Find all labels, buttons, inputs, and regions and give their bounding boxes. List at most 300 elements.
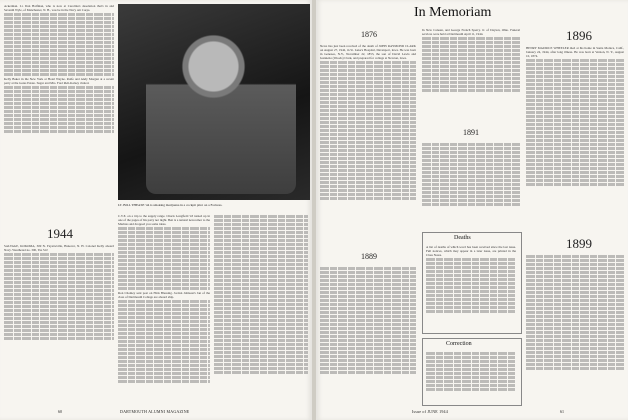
text-line (4, 261, 114, 264)
text-line (426, 352, 516, 355)
text-line (320, 109, 416, 112)
text-line (118, 271, 210, 274)
right-column-3-top (526, 46, 624, 234)
text-line (526, 287, 624, 290)
text-line (526, 91, 624, 94)
text-line (320, 81, 416, 84)
text-line (214, 367, 308, 370)
text-line (526, 255, 624, 258)
text-line (214, 319, 308, 322)
text-line (526, 59, 624, 62)
text-line (320, 121, 416, 124)
text-line (214, 263, 308, 266)
text-line (320, 351, 416, 354)
text-line (214, 327, 308, 330)
text-line (526, 95, 624, 98)
right-column-3-bottom (526, 254, 624, 404)
text-line (320, 169, 416, 172)
text-line (526, 63, 624, 66)
text-line (4, 273, 114, 276)
text-line (526, 363, 624, 366)
text-line (320, 331, 416, 334)
text-line (4, 29, 114, 32)
text-line (320, 271, 416, 274)
text-line (422, 73, 520, 76)
text-line (422, 155, 520, 158)
text-line (118, 324, 210, 327)
text-line (214, 355, 308, 358)
text-line (118, 344, 210, 347)
text-line (4, 122, 114, 125)
text-line (426, 294, 516, 297)
text-line (4, 329, 114, 332)
text-line (320, 335, 416, 338)
text-line (426, 270, 516, 273)
text-line (426, 376, 516, 379)
text-line (118, 356, 210, 359)
text-line (526, 315, 624, 318)
text-line (214, 315, 308, 318)
text-line (4, 65, 114, 68)
text-line (320, 65, 416, 68)
text-line (4, 333, 114, 336)
text-line (426, 360, 516, 363)
text-line (118, 368, 210, 371)
text-line (422, 49, 520, 52)
text-line (4, 90, 114, 93)
text-line (320, 323, 416, 326)
text-line (214, 243, 308, 246)
text-line (118, 251, 210, 254)
text-line (320, 61, 416, 64)
text-line (118, 235, 210, 238)
text-line (526, 259, 624, 262)
text-line (320, 327, 416, 330)
year-heading: 1944 (47, 226, 73, 241)
text-line (422, 175, 520, 178)
text-line (320, 275, 416, 278)
text-line (526, 71, 624, 74)
text-line (4, 45, 114, 48)
text-line (4, 265, 114, 268)
text-line (320, 371, 416, 374)
text-line (214, 219, 308, 222)
text-line (118, 287, 210, 290)
text-line (214, 247, 308, 250)
text-line (320, 97, 416, 100)
text-line (320, 307, 416, 310)
text-line (4, 49, 114, 52)
text-line (526, 103, 624, 106)
text-line (214, 275, 308, 278)
text-line (214, 311, 308, 314)
year-heading: 1899 (566, 236, 592, 251)
text-line (118, 364, 210, 367)
text-line (526, 339, 624, 342)
text-line (422, 77, 520, 80)
text-line (422, 53, 520, 56)
text-line (422, 151, 520, 154)
text-line (526, 355, 624, 358)
magazine-footer: Issue of JUNE 1944 (412, 409, 448, 414)
text-line (214, 239, 308, 242)
text-line (526, 87, 624, 90)
text-line (4, 57, 114, 60)
text-line (214, 287, 308, 290)
text-line (526, 139, 624, 142)
text-line (526, 159, 624, 162)
text-line (118, 255, 210, 258)
text-line (320, 267, 416, 270)
text-line (320, 339, 416, 342)
text-line (4, 297, 114, 300)
text-line (526, 151, 624, 154)
text-line (118, 380, 210, 383)
text-line (214, 371, 308, 374)
text-line (118, 239, 210, 242)
text-line (214, 235, 308, 238)
right-column-2-mid (422, 142, 520, 226)
deaths-list (426, 245, 516, 329)
text-line (526, 351, 624, 354)
text-line (526, 75, 624, 78)
text-line (118, 372, 210, 375)
text-line (118, 328, 210, 331)
text-line (320, 189, 416, 192)
text-line (4, 73, 114, 76)
text-line (118, 316, 210, 319)
text-line (426, 290, 516, 293)
text-line (4, 321, 114, 324)
text-line (4, 257, 114, 260)
text-line (526, 175, 624, 178)
text-line (320, 93, 416, 96)
text-line (320, 303, 416, 306)
text-line (422, 171, 520, 174)
text-line (4, 41, 114, 44)
text-line (320, 89, 416, 92)
text-line (526, 163, 624, 166)
text-line (422, 143, 520, 146)
text-line (526, 263, 624, 266)
text-line (118, 340, 210, 343)
text-line (320, 181, 416, 184)
text-line (4, 309, 114, 312)
text-line (426, 258, 516, 261)
text-line (426, 388, 516, 391)
text-line (320, 363, 416, 366)
text-line (214, 347, 308, 350)
column-text: News has just been received of the death of JOHN RAYMOND CLARK on August 27, 1942, in St. Luke's Hospital, Davenport, Iowa. He was born in Geneseo, N.Y., November 22, 1853, the son of David Lewis and Jeannette (Woods) Clark, and prepared for college at Newton, Iowa. (320, 44, 416, 61)
column-text: HENRY MAURICE WHEELER died at his home in Santa Monica, Calif., January 24, 1944, after long illness. He was born at Vernon, N. Y., August 10, 1874. (526, 46, 624, 59)
right-column-2-top (422, 28, 520, 126)
text-line (422, 183, 520, 186)
deaths-intro: A list of deaths of which word has been received since the last issue. Full notices, which may appear in a later issue, are printed in the Class Notes. (426, 245, 516, 258)
in-memoriam-heading: In Memoriam (414, 5, 492, 20)
text-line (4, 277, 114, 280)
text-line (526, 347, 624, 350)
text-line (422, 65, 520, 68)
text-line (426, 282, 516, 285)
text-line (320, 197, 416, 200)
text-line (320, 101, 416, 104)
text-line (4, 325, 114, 328)
column-text: SALVAGE, KOKOMA, 309 N. Fayetteville, Hanover, N. H. Colonel Kelly aboard Navy. Weathered no. 300, Yes Sir! (4, 244, 114, 253)
text-line (320, 291, 416, 294)
text-line (526, 327, 624, 330)
text-line (526, 123, 624, 126)
text-line (320, 367, 416, 370)
text-line (214, 271, 308, 274)
text-line (422, 203, 520, 206)
text-line (4, 33, 114, 36)
text-line (526, 135, 624, 138)
text-line (526, 319, 624, 322)
text-line (118, 308, 210, 311)
text-line (526, 271, 624, 274)
text-line (422, 37, 520, 40)
text-line (4, 293, 114, 296)
right-column-1-bottom (320, 266, 416, 404)
text-line (214, 303, 308, 306)
text-line (526, 307, 624, 310)
magazine-footer: DARTMOUTH ALUMNI MAGAZINE (120, 409, 190, 414)
text-line (422, 191, 520, 194)
text-line (526, 311, 624, 314)
text-line (118, 304, 210, 307)
text-line (320, 173, 416, 176)
text-line (426, 302, 516, 305)
column-text: Kelly Baker in the New York at Hotel Wayne. Rolfe and Andy Morgan at a recent party at the Gates Estate. Sugar and Mrs. Fred Ideb-Kelsey visited. (4, 77, 114, 86)
text-line (320, 157, 416, 160)
text-line (214, 295, 308, 298)
text-line (526, 299, 624, 302)
text-line (526, 183, 624, 186)
text-line (526, 155, 624, 158)
text-line (422, 85, 520, 88)
text-line (422, 199, 520, 202)
text-line (526, 147, 624, 150)
text-line (118, 332, 210, 335)
text-line (526, 267, 624, 270)
text-line (426, 286, 516, 289)
text-line (320, 161, 416, 164)
text-line (422, 89, 520, 92)
text-line (214, 307, 308, 310)
text-line (118, 263, 210, 266)
text-line (320, 73, 416, 76)
text-line (4, 317, 114, 320)
correction-text (426, 351, 516, 401)
text-line (214, 359, 308, 362)
text-line (426, 306, 516, 309)
left-column-3 (214, 214, 308, 404)
text-line (526, 127, 624, 130)
text-line (214, 255, 308, 258)
text-line (426, 380, 516, 383)
text-line (118, 267, 210, 270)
text-line (4, 106, 114, 109)
text-line (526, 359, 624, 362)
text-line (526, 171, 624, 174)
text-line (426, 372, 516, 375)
text-line (422, 45, 520, 48)
text-line (214, 291, 308, 294)
soldier-photo (118, 4, 310, 200)
text-line (320, 117, 416, 120)
text-line (422, 195, 520, 198)
text-line (320, 319, 416, 322)
text-line (526, 79, 624, 82)
page-number: 61 (560, 409, 564, 414)
text-line (4, 13, 114, 16)
text-line (422, 167, 520, 170)
text-line (320, 359, 416, 362)
text-line (320, 105, 416, 108)
text-line (320, 311, 416, 314)
text-line (426, 356, 516, 359)
text-line (526, 107, 624, 110)
text-line (4, 114, 114, 117)
text-line (526, 83, 624, 86)
text-line (422, 147, 520, 150)
deaths-heading: Deaths (454, 235, 471, 241)
text-line (526, 111, 624, 114)
text-line (320, 141, 416, 144)
text-line (426, 262, 516, 265)
text-line (320, 137, 416, 140)
text-line (118, 243, 210, 246)
text-line (4, 86, 114, 89)
text-line (526, 279, 624, 282)
text-line (526, 295, 624, 298)
text-line (426, 298, 516, 301)
text-line (214, 363, 308, 366)
text-line (4, 337, 114, 340)
text-line (422, 81, 520, 84)
text-line (214, 267, 308, 270)
text-line (422, 57, 520, 60)
text-line (4, 313, 114, 316)
text-line (320, 279, 416, 282)
text-line (214, 331, 308, 334)
text-line (4, 285, 114, 288)
text-line (320, 295, 416, 298)
text-line (426, 364, 516, 367)
text-line (320, 283, 416, 286)
text-line (118, 376, 210, 379)
left-column-1-bottom (4, 244, 114, 404)
text-line (118, 360, 210, 363)
text-line (214, 227, 308, 230)
text-line (4, 126, 114, 129)
text-line (214, 251, 308, 254)
text-line (118, 279, 210, 282)
text-line (422, 69, 520, 72)
text-line (118, 283, 210, 286)
text-line (320, 299, 416, 302)
text-line (118, 312, 210, 315)
text-line (422, 179, 520, 182)
text-line (4, 281, 114, 284)
text-line (320, 343, 416, 346)
text-line (118, 348, 210, 351)
text-line (214, 283, 308, 286)
text-line (214, 323, 308, 326)
text-line (4, 305, 114, 308)
text-line (320, 287, 416, 290)
text-line (422, 187, 520, 190)
column-text: Ron Chomey sent post on Hick Blessing. Jordan Johnson's Jan of the class of Dartmouth College are aboard ship. (118, 291, 210, 300)
text-line (320, 145, 416, 148)
text-line (320, 69, 416, 72)
text-line (214, 223, 308, 226)
text-line (118, 336, 210, 339)
text-line (426, 266, 516, 269)
text-line (526, 323, 624, 326)
text-line (526, 303, 624, 306)
text-line (426, 274, 516, 277)
text-line (4, 21, 114, 24)
text-line (214, 299, 308, 302)
text-line (214, 259, 308, 262)
text-line (4, 110, 114, 113)
text-line (426, 310, 516, 313)
photo-caption: LT. BILL THEASE '44 is smoking marijuana in a cockpit pilot on a Fortress. (118, 203, 223, 207)
text-line (422, 41, 520, 44)
text-line (526, 167, 624, 170)
text-line (118, 227, 210, 230)
text-line (320, 129, 416, 132)
text-line (118, 300, 210, 303)
text-line (4, 25, 114, 28)
text-line (4, 53, 114, 56)
text-line (214, 231, 308, 234)
text-line (118, 320, 210, 323)
text-line (4, 98, 114, 101)
text-line (526, 275, 624, 278)
text-line (526, 119, 624, 122)
text-line (4, 301, 114, 304)
photo-figure (146, 24, 296, 194)
text-line (526, 99, 624, 102)
text-line (320, 113, 416, 116)
text-line (526, 283, 624, 286)
page-number: 60 (58, 409, 62, 414)
text-line (214, 335, 308, 338)
text-line (320, 355, 416, 358)
text-line (526, 291, 624, 294)
column-text: In New Canaan, and George French Sperry. Jr. of Dayton, Ohio. Funeral services were held at Dartmouth April 11, 1944. (422, 28, 520, 37)
text-line (214, 279, 308, 282)
column-text: C.V.E. on a trip to the supply range. Chuck Longfield '43 turned up in one of the pages of his party not night. Ben is a natural newcomer to the Marines and dropped you some ideas. (118, 214, 210, 227)
text-line (526, 179, 624, 182)
text-line (118, 231, 210, 234)
text-line (422, 159, 520, 162)
text-line (320, 347, 416, 350)
text-line (118, 352, 210, 355)
text-line (526, 115, 624, 118)
text-line (426, 384, 516, 387)
text-line (4, 269, 114, 272)
text-line (526, 335, 624, 338)
text-line (118, 247, 210, 250)
text-line (4, 289, 114, 292)
text-line (426, 368, 516, 371)
text-line (320, 185, 416, 188)
right-page (316, 0, 628, 420)
left-column-2 (118, 214, 210, 404)
